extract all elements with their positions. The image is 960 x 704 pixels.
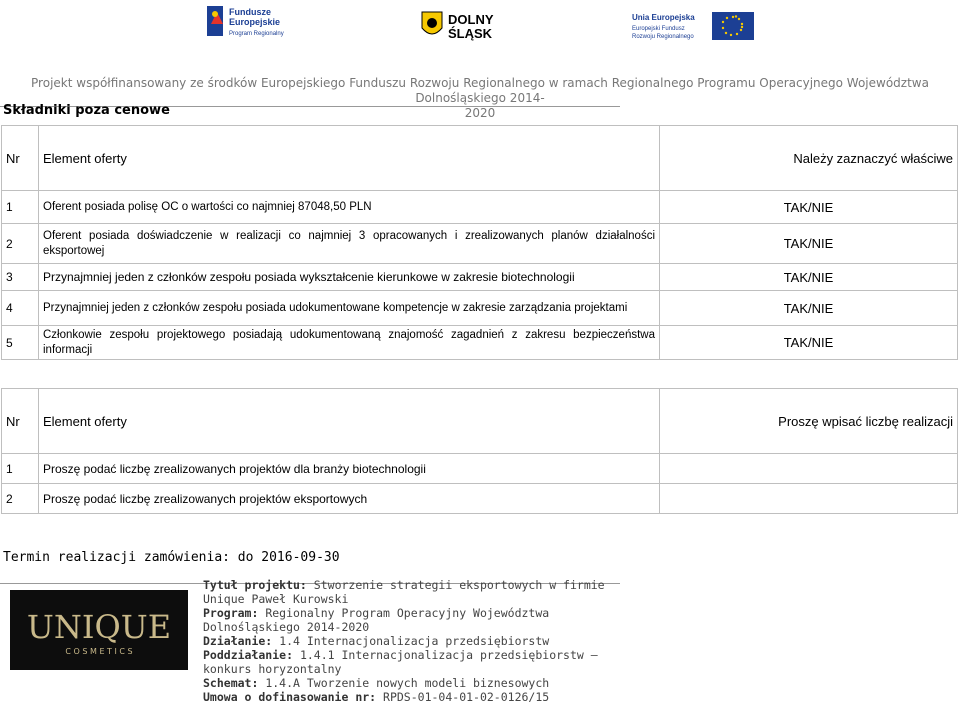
- row-element: Przynajmniej jeden z członków zespołu posiada wykształcenie kierunkowe w zakresie biotechnologii: [39, 264, 660, 291]
- project-footer: [203, 578, 623, 704]
- unia-europejska-logo: [632, 10, 757, 42]
- svg-text:Rozwoju Regionalnego: Rozwoju Regionalnego: [632, 34, 694, 40]
- svg-text:DOLNY: DOLNY: [448, 12, 494, 27]
- row-element: Proszę podać liczbę zrealizowanych projektów eksportowych: [39, 484, 660, 514]
- unique-cosmetics-logo: [10, 590, 188, 670]
- row-nr: 1: [2, 191, 39, 224]
- row-value-field[interactable]: TAK/NIE: [660, 326, 958, 360]
- row-value-field[interactable]: [660, 454, 958, 484]
- row-value-field[interactable]: TAK/NIE: [660, 291, 958, 326]
- row-nr: 5: [2, 326, 39, 360]
- table-row: [2, 191, 958, 224]
- row-element: Oferent posiada doświadczenie w realizacji co najmniej 3 opracowanych i zrealizowanych planów działalności eksportowej: [39, 224, 660, 264]
- svg-text:Program Regionalny: Program Regionalny: [229, 31, 284, 37]
- row-nr: 2: [2, 484, 39, 514]
- table-header-row: [2, 389, 958, 454]
- col-value-header: Proszę wpisać liczbę realizacji: [660, 389, 958, 454]
- svg-text:ŚLĄSK: ŚLĄSK: [448, 26, 493, 41]
- row-element: Członkowie zespołu projektowego posiadają udokumentowaną znajomość zagadnień z zakresu bezpieczeństwa informacji: [39, 326, 660, 360]
- svg-text:Fundusze: Fundusze: [229, 7, 271, 17]
- row-element: Oferent posiada polisę OC o wartości co najmniej 87048,50 PLN: [39, 191, 660, 224]
- table-row: [2, 224, 958, 264]
- col-element-header: Element oferty: [39, 126, 660, 191]
- footer-poddzialanie: Poddziałanie: 1.4.1 Internacjonalizacja przedsiębiorstw – konkurs horyzontalny: [203, 648, 598, 676]
- svg-text:C O S M E T I C S: C O S M E T I C S: [65, 647, 133, 656]
- svg-text:UNIQUE: UNIQUE: [26, 608, 172, 646]
- row-value-field[interactable]: TAK/NIE: [660, 224, 958, 264]
- col-nr-header: Nr: [2, 126, 39, 191]
- project-line-2: 2020: [464, 106, 496, 120]
- project-line-1: Projekt współfinansowany ze środków Europejskiego Funduszu Rozwoju Regionalnego w ramach Regionalnego Programu Operacyjnego Województwa Dolnośląskiego 2014-: [31, 76, 929, 105]
- footer-program: Program: Regionalny Program Operacyjny Województwa Dolnośląskiego 2014-2020: [203, 606, 550, 634]
- table-row: [2, 264, 958, 291]
- row-nr: 4: [2, 291, 39, 326]
- row-element: Proszę podać liczbę zrealizowanych projektów dla branży biotechnologii: [39, 454, 660, 484]
- svg-text:Europejskie: Europejskie: [229, 17, 281, 27]
- svg-text:Europejski Fundusz: Europejski Fundusz: [632, 26, 685, 32]
- row-nr: 1: [2, 454, 39, 484]
- footer-dzialanie: Działanie: 1.4 Internacjonalizacja przedsiębiorstw: [203, 634, 550, 648]
- deadline-text: Termin realizacji zamówienia: do 2016-09-30: [3, 550, 340, 565]
- fundusze-europejskie-logo: [205, 4, 300, 44]
- col-value-header: Należy zaznaczyć właściwe: [660, 126, 958, 191]
- footer-title: Tytuł projektu: Stworzenie strategii eksportowych w firmie Unique Paweł Kurowski: [203, 578, 605, 606]
- section-title: Składniki poza cenowe: [3, 103, 170, 118]
- footer-schemat: Schemat: 1.4.A Tworzenie nowych modeli biznesowych: [203, 676, 550, 690]
- col-element-header: Element oferty: [39, 389, 660, 454]
- row-element: Przynajmniej jeden z członków zespołu posiada udokumentowane kompetencje w zakresie zarządzania projektami: [39, 291, 660, 326]
- row-value-field[interactable]: TAK/NIE: [660, 191, 958, 224]
- row-nr: 2: [2, 224, 39, 264]
- table-header-row: [2, 126, 958, 191]
- realizations-table: [1, 388, 958, 514]
- table-row: [2, 484, 958, 514]
- table-row: [2, 454, 958, 484]
- table-row: [2, 326, 958, 360]
- dolny-slask-logo: [420, 10, 510, 42]
- logo-bar: [0, 0, 960, 48]
- table-row: [2, 291, 958, 326]
- footer-umowa: Umowa o dofinasowanie nr: RPDS-01-04-01-02-0126/15: [203, 690, 550, 704]
- col-nr-header: Nr: [2, 389, 39, 454]
- criteria-table: [1, 125, 958, 360]
- row-value-field[interactable]: [660, 484, 958, 514]
- svg-text:Unia Europejska: Unia Europejska: [632, 13, 695, 22]
- row-value-field[interactable]: TAK/NIE: [660, 264, 958, 291]
- row-nr: 3: [2, 264, 39, 291]
